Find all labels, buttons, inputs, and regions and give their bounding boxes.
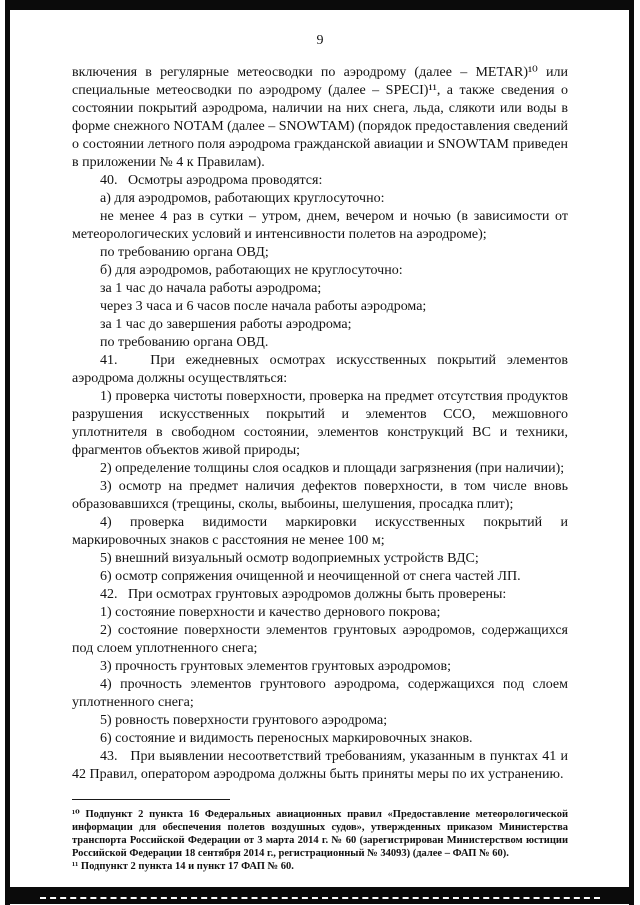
paragraph: 6) осмотр сопряжения очищенной и неочищенной от снега частей ЛП. xyxy=(100,569,521,584)
paragraph: 3) прочность грунтовых элементов грунтовых аэродромов; xyxy=(100,659,451,674)
footnote-separator xyxy=(72,799,230,800)
paragraph: 4) проверка видимости маркировки искусственных покрытий и маркировочных знаков с расстояния не менее 100 м; xyxy=(72,515,568,548)
paragraph: за 1 час до завершения работы аэродрома; xyxy=(100,317,352,332)
footnote: ¹¹ Подпункт 2 пункта 14 и пункт 17 ФАП № 60. xyxy=(72,861,294,872)
paragraph: за 1 час до начала работы аэродрома; xyxy=(100,281,322,296)
paragraph: 1) проверка чистоты поверхности, проверка на предмет отсутствия продуктов разрушения искусственных покрытий и элементов ССО, межшовного уплотнителя в свободном состоянии, элементов конструкций ВС и техники, фрагментов объектов живой природы; xyxy=(72,389,568,458)
paragraph: б) для аэродромов, работающих не круглосуточно: xyxy=(100,263,403,278)
footnote: ¹⁰ Подпункт 2 пункта 16 Федеральных авиационных правил «Предоставление метеорологической информации для обеспечения полетов воздушных судов», утвержденных приказом Министерства транспорта Российской Федерации от 3 марта 2014 г. № 60 (зарегистрирован Министерством юстиции Российской Федерации 18 сентября 2014 г., регистрационный № 34093) (далее – ФАП № 60). xyxy=(72,809,568,859)
paragraph: по требованию органа ОВД. xyxy=(100,335,269,350)
paragraph: через 3 часа и 6 часов после начала работы аэродрома; xyxy=(100,299,427,314)
paragraph: а) для аэродромов, работающих круглосуточно: xyxy=(100,191,385,206)
paragraph: 42. При осмотрах грунтовых аэродромов должны быть проверены: xyxy=(100,587,507,602)
paragraph: 40. Осмотры аэродрома проводятся: xyxy=(100,173,323,188)
paragraph: 41. При ежедневных осмотрах искусственных покрытий элементов аэродрома должны осуществляться: xyxy=(72,353,568,386)
paragraph: 2) определение толщины слоя осадков и площади загрязнения (при наличии); xyxy=(100,461,565,476)
scan-artifact-dashed-line xyxy=(40,897,600,899)
paragraph: 1) состояние поверхности и качество дернового покрова; xyxy=(100,605,441,620)
paragraph: 5) ровность поверхности грунтового аэродрома; xyxy=(100,713,388,728)
footnotes xyxy=(72,808,568,873)
paragraph: по требованию органа ОВД; xyxy=(100,245,269,260)
page-border-bottom xyxy=(5,887,634,904)
paragraph: 43. При выявлении несоответствий требованиям, указанным в пунктах 41 и 42 Правил, оператором аэродрома должны быть приняты меры по их устранению. xyxy=(72,749,568,782)
page-border-right xyxy=(629,0,634,905)
paragraph: включения в регулярные метеосводки по аэродрому (далее – METAR)¹⁰ или специальные метеосводки по аэродрому (далее – SPECI)¹¹, а также сведения о состоянии покрытий аэродрома, наличии на них снега, льда, слякоти или воды в форме снежного NOTAM (далее – SNOWTAM) (порядок предоставления сведений о состоянии летного поля аэродрома гражданской авиации и SNOWTAM приведен в приложении № 4 к Правилам). xyxy=(72,65,568,170)
paragraph: 4) прочность элементов грунтового аэродрома, содержащихся под слоем уплотненного снега; xyxy=(72,677,568,710)
paragraph: 3) осмотр на предмет наличия дефектов поверхности, в том числе вновь образовавшихся (трещины, сколы, выбоины, шелушения, просадка плит); xyxy=(72,479,568,512)
page-border-top xyxy=(9,0,631,10)
page-content xyxy=(10,10,629,887)
paragraph: 5) внешний визуальный осмотр водоприемных устройств ВДС; xyxy=(100,551,479,566)
page-number: 9 xyxy=(316,33,324,48)
paragraph: не менее 4 раз в сутки – утром, днем, вечером и ночью (в зависимости от метеорологических условий и интенсивности полетов на аэродроме); xyxy=(72,209,568,242)
document-body xyxy=(72,64,568,784)
paragraph: 2) состояние поверхности элементов грунтовых аэродромов, содержащихся под слоем уплотненного снега; xyxy=(72,623,568,656)
paragraph: 6) состояние и видимость переносных маркировочных знаков. xyxy=(100,731,473,746)
